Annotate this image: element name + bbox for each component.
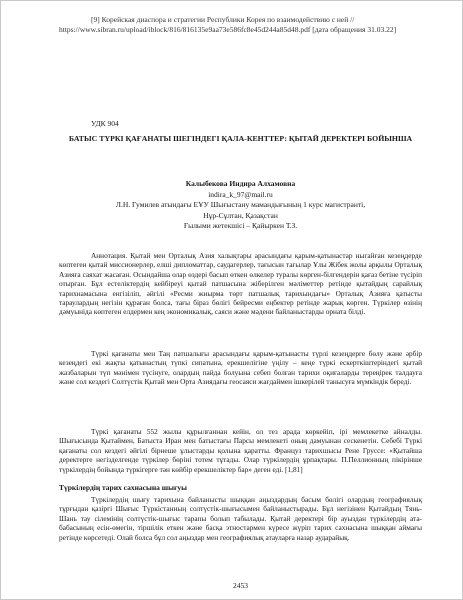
paragraph-annotation: Аннотация. Қытай мен Орталық Азия халықтары арасындағы қарым-қатынастар ныгайған кезеңдерде көптеген қытай миссионерлер, елші дипломаттар, саудагерлер, тағысын тағылар Ұлы Жібек жолы арқылы Орталық Азияға саяхат жасаған. Осындайша олар өздері басып өткен өлкелер туралы көрген-білгендерін қағаз бетіне түсіріп отырған. Бұл естеліктердің кейбіреуі қытай патшасына жіберілген мәліметтер ретінде қытайдың сарайлық тарихнамасына енгізіліп, әйгілі «Ресми жиырма төрт патшалық тарихындағы» Орталық Азияға қатысты тараулардың негізін құраған болса, тағы бірaз бөлігі бейресми еңбектер ретінде жарық көрген. Түркілер өзінің дәмуынідa көптеген елдермен кең экономикалық, саяси және мәдени байланыстарды орната білді. (59, 251, 422, 317)
author-email: indira_k_97@mail.ru (208, 189, 273, 199)
author-block (59, 179, 422, 232)
author-affiliation: Л.Н. Гумилев атындағы ЕҰУ Шығыстану мамандығының 1 курс магистранті, (115, 200, 366, 209)
author-city: Нұр-Сұлтан, Қазақстан (203, 210, 278, 220)
page-content (59, 15, 422, 590)
reference-entry: [9] Корейская диаспора и стратегии Республики Корея по взаимодействию с ней // https://www.sibran.ru/upload/iblock/816/816135e9aa73e586fc8e45d244a85d48.pdf [дата обращения 31.03.22] (59, 15, 397, 34)
page-number: 2453 (233, 581, 248, 590)
author-name: Калыбекова Индира Алхамовна (185, 179, 296, 188)
paragraph-body: Түркі қағанаты 552 жылы құрылғаннан кейін, ол тез арада көркейіп, ірі мемлекетке айналды. Шығысында Қытаймен, Батыста Иран мен батыстағы Парсы мемлекеті оның дамуынан сескенетін. Себебі Түркі қағанаты сол кездегі әйгілі бірнеше ұлыстарды қолына қаратты. Француз тарихшысы Рене Груссе: «Қытайша деректерге негізделгенде түркілер бөріні тотем тұтады. Олар түркілердің ұрпақтары. П.Пеллионның пікірінше түркілердің бойында түркігерге тән көйбір ерекшеліктер бар» деген еді. [1,81] (59, 427, 422, 474)
paragraph-body: Түркілердің шығу тарихына байланысты шыққан аңыздардың басым бөлігі олардың географиялық тұрғыдан қазіргі Шығыс Түркістанның солтүстік-шығысымен байланыстырады. Бұл негізінен Қытайдың Тянь-Шань тау сілемінің солтүстік-шығыс тарапы болып табылады. Қытай деректері бір ауыздан түркілердің ата-бабасының есін-өмегін, тіршілік еткен және басқа этностармен күресе жүріп тарих сахнасына шыққан аймағы ретінде көрсетеді. Олай болса бұл сол аңыздар мен географиялық атауларға назар аударайық. (59, 495, 422, 542)
udk-code: УДК 904 (91, 119, 119, 128)
article-title: БАТЫС ТҮРКІ ҚАҒАНАТЫ ШЕГІНДЕГІ ҚАЛА-КЕНТТЕР: ҚЫТАЙ ДЕРЕКТЕРІ БОЙЫНША (68, 134, 413, 143)
author-supervisor: Ғылыми жетекшісі – Қайыркен Т.З. (183, 221, 298, 230)
section-heading: Түркілердің тарих сахнасына шығуы (59, 483, 187, 492)
paragraph-body: Түркі қағанаты мен Таң патшалығы арасындағы қарым-қатынасты түрлі кезеңдерге бөлу және әрбір кезеңдегі екі жақты қатынастың түпкі сипатына, ерекшелігіне үңілу – кеңе түркі ескерткіштеріндегі қытай жазбаларын түп мәнімен түсінуге, олардың пайда болуына себеп болған тарихи оқиғаларды тереңірек талдауға және сол кездегі Солтүстік Қытай мен Орта Азиядағы геосаяси жағдаймен ішкерілей танысуға мүмкіндік береді. (59, 349, 422, 387)
